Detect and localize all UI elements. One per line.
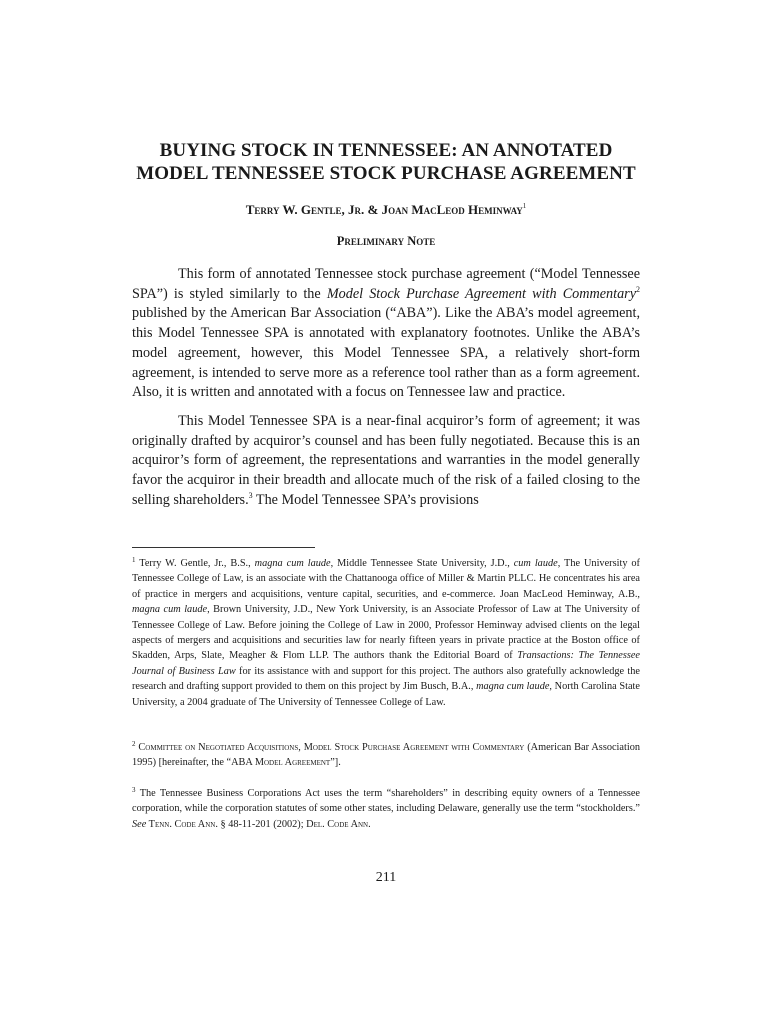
footnote-ref-3[interactable]: 3: [248, 490, 253, 500]
fn1-italic: magna cum laude: [254, 558, 331, 569]
fn3-smallcaps: Tenn. Code Ann.: [146, 818, 218, 830]
footnote-separator: [132, 547, 315, 548]
fn1-text: Terry W. Gentle, Jr., B.S.,: [135, 558, 255, 569]
body-paragraph-1: [132, 265, 640, 403]
footnote-3: [132, 786, 640, 832]
article-title: [132, 139, 640, 185]
fn1-journal-title: Transactions: The Tennessee Journal of Business Law: [132, 650, 640, 677]
p1-text-a: This form of annotated Tennessee stock purchase agreement (“Model Tennessee SPA”) is styled similarly to the: [132, 266, 640, 302]
document-page: [132, 0, 640, 1024]
footnote-ref-2[interactable]: 2: [636, 284, 640, 294]
fn1-text: , Brown University, J.D., New York University, is an Associate Professor of Law at The University of Tennessee College of Law. Before joining the College of Law in 2000, Professor Heminway advised clients on the legal aspects of mergers and acquisitions and securities law for nearly fifteen years in private practice at the Boston office of Skadden, Arps, Slate, Meagher & Flom LLP. The authors thank the Editorial Board of: [132, 604, 640, 662]
title-line-1: BUYING STOCK IN TENNESSEE: AN ANNOTATED: [159, 140, 613, 161]
footnote-2: [132, 740, 640, 771]
fn3-text: The Tennessee Business Corporations Act uses the term “shareholders” in describing equity owners of a Tennessee corporation, while the corporation statutes of some other states, including Delaware, generally use the term “stockholders.”: [132, 788, 640, 815]
p1-cited-title: Model Stock Purchase Agreement with Commentary: [326, 285, 636, 302]
fn1-text: for its assistance with and support for this project. The authors also gratefully acknowledge the research and drafting support provided to them on this project by Jim Busch, B.A.,: [132, 665, 641, 693]
fn1-italic: magna cum laude: [476, 681, 550, 693]
footnote-1: [132, 556, 640, 710]
footnote-2-number: 2: [132, 740, 136, 748]
author-footnote-ref[interactable]: 1: [522, 202, 527, 210]
fn1-text: , Middle Tennessee State University, J.D.,: [330, 558, 514, 569]
footnote-1-number: 1: [132, 556, 136, 564]
title-line-2: MODEL TENNESSEE STOCK PURCHASE AGREEMENT: [136, 163, 636, 184]
author-line: [132, 202, 640, 218]
p1-text-d: published by the American Bar Association (“ABA”). Like the ABA’s model agreement, this Model Tennessee SPA is annotated with explanatory footnotes. Unlike the ABA’s model agreement, however, this Model Tennessee SPA, a relatively short-form agreement, is intended to serve more as a reference tool rather than as a form agreement. Also, it is written and annotated with a focus on Tennessee law and practice.: [132, 305, 640, 401]
fn1-text: , North Carolina State University, a 2004 graduate of The University of Tennessee College of Law.: [132, 681, 640, 708]
page-number: 211: [375, 870, 397, 885]
fn3-signal: See: [132, 818, 147, 830]
fn2-text: (American Bar Association 1995) [hereinafter, the “: [132, 742, 640, 769]
section-heading: Preliminary Note: [336, 234, 436, 248]
fn1-text: , The University of Tennessee College of Law, is an associate with the Chattanooga office of Miller & Martin PLLC. He concentrates his area of practice in mergers and acquisitions, venture capital, securities, and e-commerce. Joan MacLeod Heminway, A.B.,: [132, 558, 640, 600]
fn2-smallcaps: ABA Model Agreement: [231, 757, 331, 769]
fn3-text: § 48-11-201 (2002);: [217, 818, 307, 830]
body-paragraph-2: [132, 412, 640, 511]
footnote-3-number: 3: [132, 786, 136, 794]
p2-text-a: This Model Tennessee SPA is a near-final acquiror’s form of agreement; it was originally drafted by acquiror’s counsel and has been fully negotiated. Because this is an acquiror’s form of agreement, the representations and warranties in the model generally favor the acquiror in their breadth and allocate much of the risk of a failed closing to the selling shareholders.: [132, 413, 640, 508]
fn3-smallcaps: Del. Code Ann.: [306, 818, 371, 830]
fn2-text: ”].: [330, 757, 341, 769]
fn1-italic: cum laude: [513, 558, 558, 569]
fn1-italic: magna cum laude: [132, 604, 208, 616]
fn2-smallcaps: Committee on Negotiated Acquisitions, Model Stock Purchase Agreement with Commentary: [135, 742, 525, 753]
author-names: Terry W. Gentle, Jr. & Joan MacLeod Heminway: [245, 202, 523, 217]
p2-text-c: The Model Tennessee SPA’s provisions: [252, 491, 479, 508]
